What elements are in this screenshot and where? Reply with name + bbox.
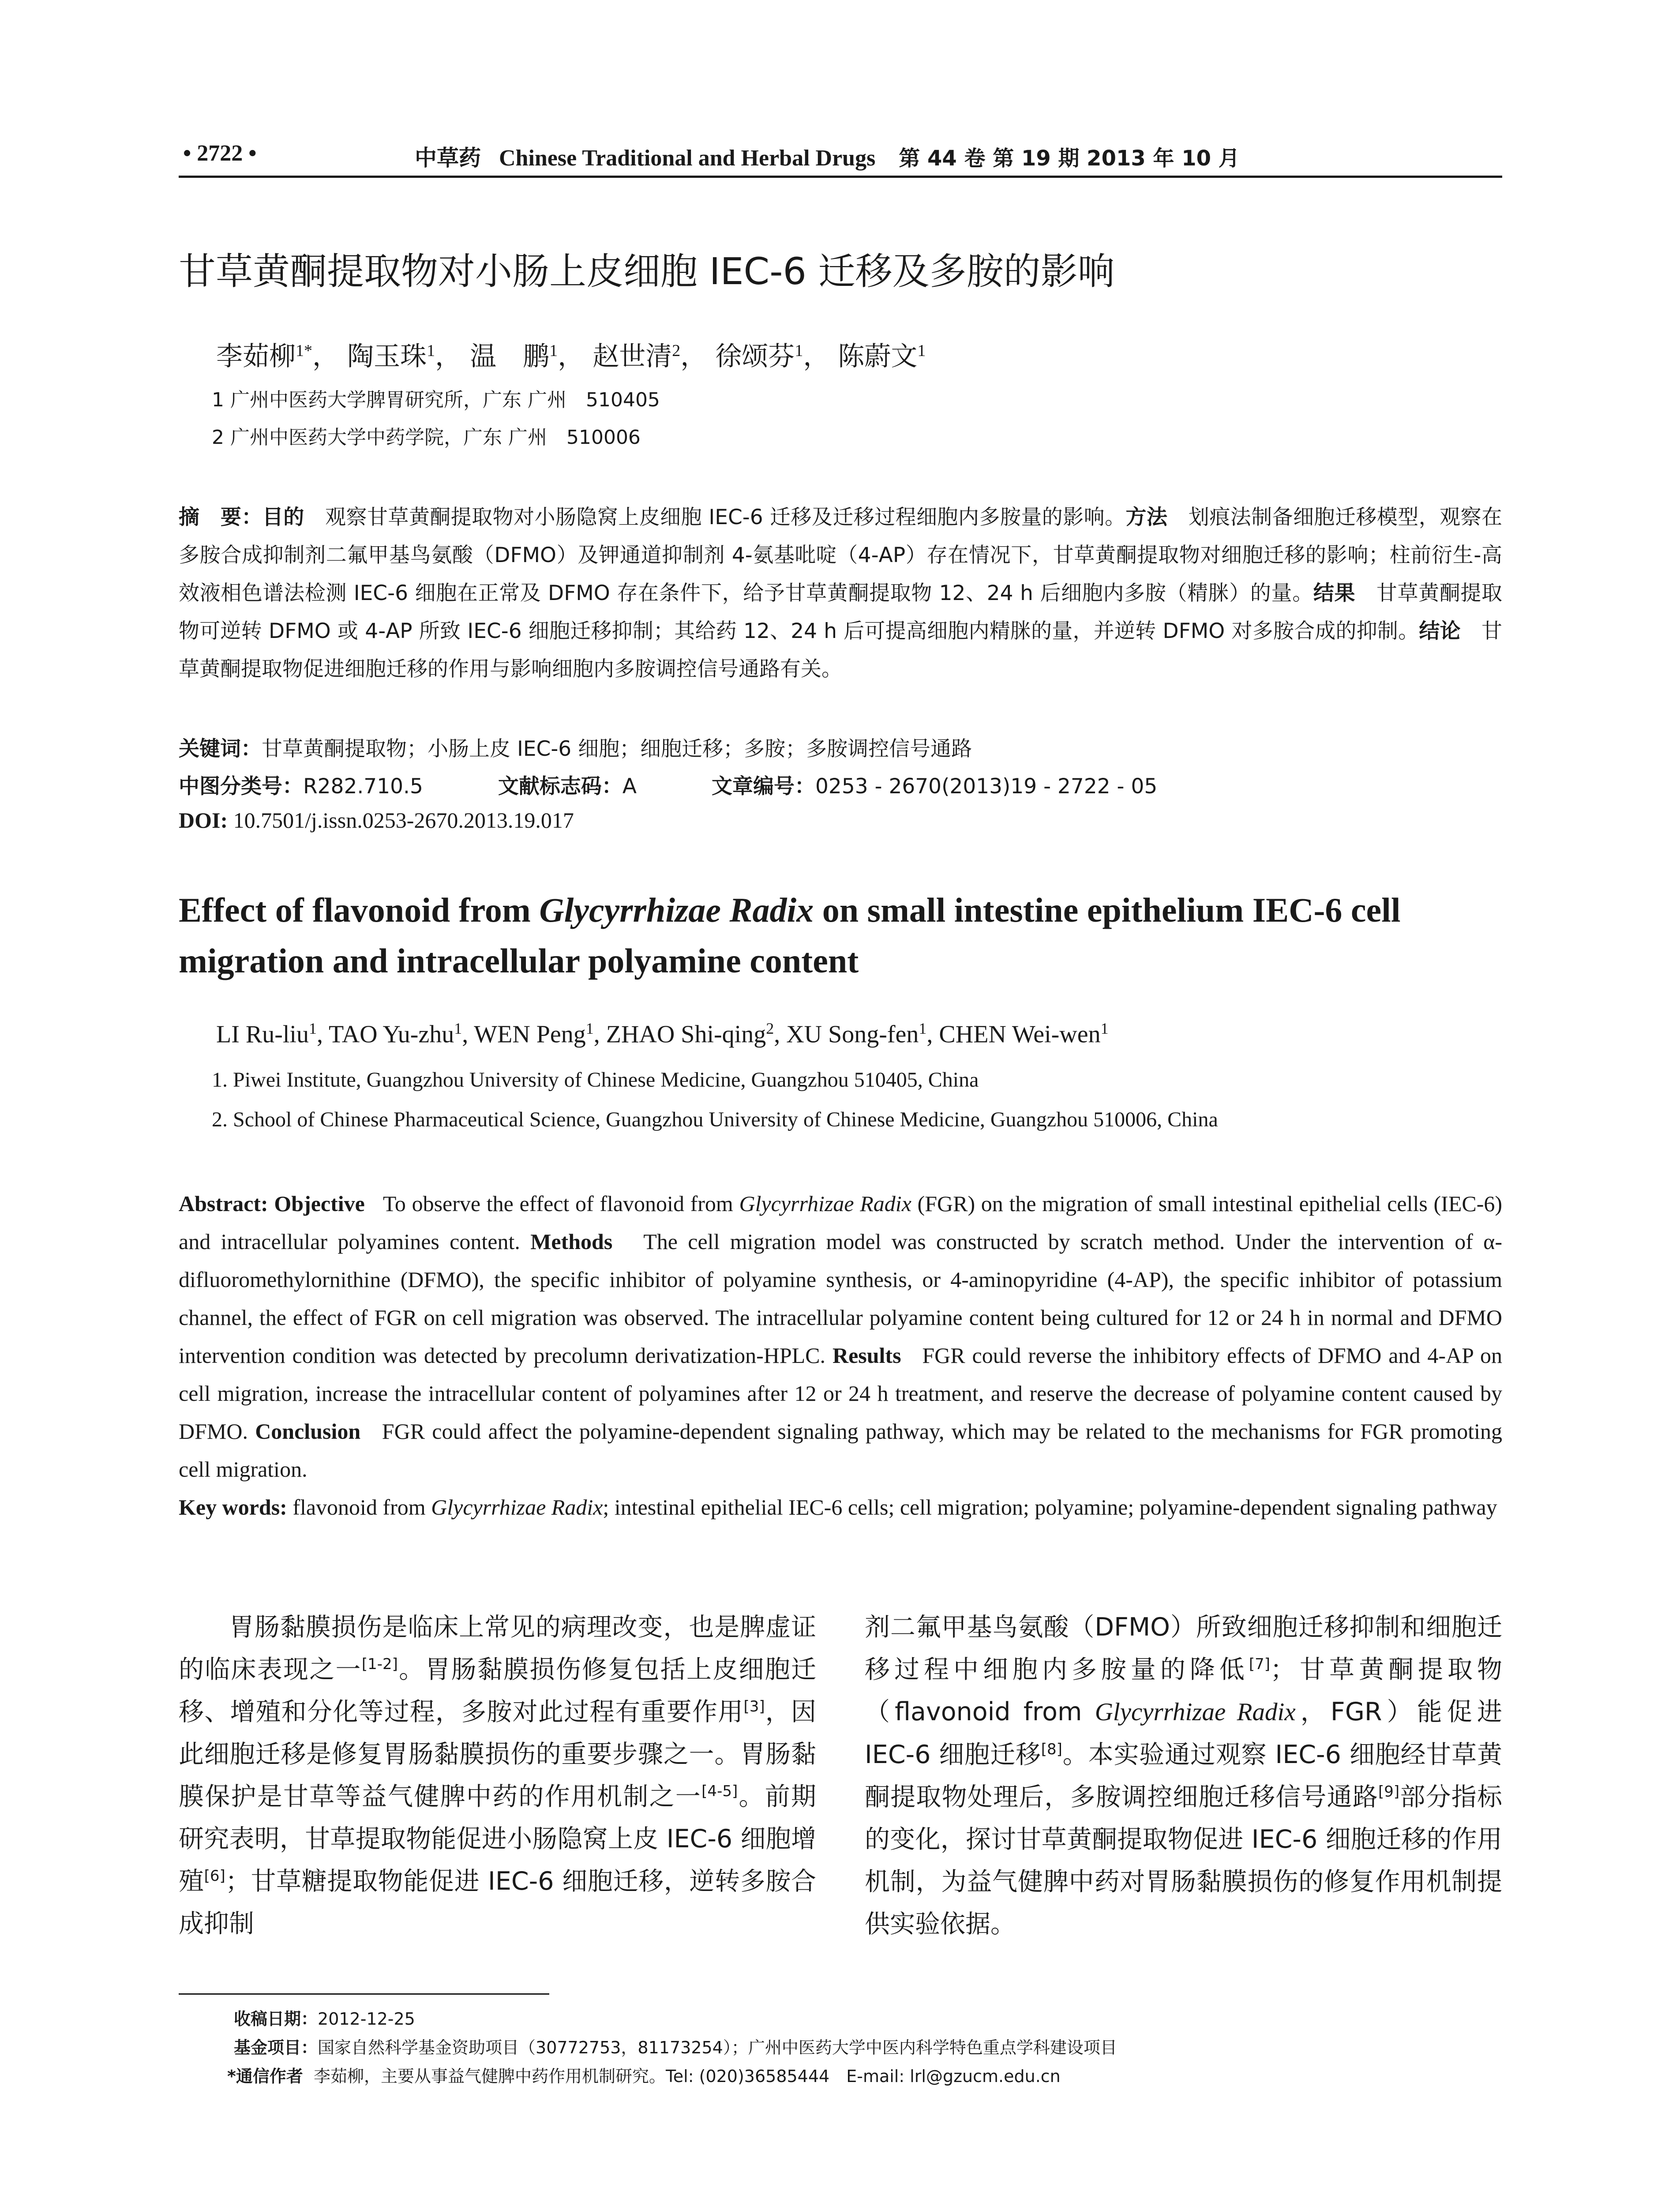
author-affiliation-mark: 2 — [766, 1020, 774, 1037]
author-cn: 赵世清 — [592, 341, 672, 372]
conclusion-label: Conclusion — [255, 1419, 361, 1444]
title-text: Effect of flavonoid from — [179, 891, 540, 929]
objective-label: 目的 — [262, 505, 304, 529]
body-text: ；甘草糖提取物能促进 IEC-6 细胞迁移，逆转多胺合成抑制 — [179, 1867, 817, 1938]
conclusion-text: FGR could affect the polyamine-dependent signaling pathway, which may be related to the mechanisms for FGR promoting cell migration. — [179, 1419, 1503, 1482]
methods-label: Methods — [530, 1229, 613, 1254]
keywords-text: 甘草黄酮提取物；小肠上皮 IEC-6 细胞；细胞迁移；多胺；多胺调控信号通路 — [262, 737, 972, 761]
author-affiliation-mark: 1 — [585, 1020, 594, 1037]
citation-ref[interactable]: [1-2] — [361, 1655, 398, 1673]
doi-link[interactable]: 10.7501/j.issn.0253-2670.2013.19.017 — [233, 808, 574, 833]
received-label: 收稿日期： — [234, 2009, 318, 2029]
abstract-cn — [179, 499, 1502, 688]
species-name: Glycyrrhizae Radix — [431, 1495, 603, 1519]
title-text: on small intestine epithelium IEC-6 cell migration and intracellular polyamine content — [179, 891, 1401, 980]
paper-title-cn: 甘草黄酮提取物对小肠上皮细胞 IEC-6 迁移及多胺的影响 — [179, 250, 1115, 293]
corresponding-text: 李茹柳，主要从事益气健脾中药作用机制研究。Tel: (020)36585444 E-mail: lrl@gzucm.edu.cn — [314, 2067, 1061, 2086]
body-column-left — [179, 1606, 816, 1945]
body-text: 。本实验通过观察 IEC-6 细胞经甘草黄酮提取物处理后，多胺调控细胞迁移信号通路 — [865, 1740, 1503, 1812]
keywords-cn — [179, 732, 972, 762]
journal-name-en: Chinese Traditional and Herbal Drugs — [499, 146, 876, 171]
received-date: 2012-12-25 — [318, 2009, 415, 2029]
footnote-corresponding — [227, 2063, 1061, 2087]
author-affiliation-mark: 1 — [919, 1020, 927, 1037]
abstract-label: 摘 要： — [179, 505, 262, 529]
results-label: 结果 — [1313, 581, 1356, 605]
doc-code-value: A — [622, 774, 637, 799]
author-list-en: LI Ru-liu$^1$, TAO Yu-zhu$^1$, WEN Peng$^1$, ZHAO Shi-qing$^2$, XU Song-fen$^1$, CHEN Wei-wen$^1$ — [216, 1020, 1109, 1048]
citation-ref[interactable]: [3] — [743, 1698, 765, 1715]
body-text: ，FGR）能促进 IEC-6 细胞迁移 — [865, 1697, 1502, 1769]
abstract-label: Abstract: — [179, 1191, 268, 1216]
title-species: Glycyrrhizae Radix — [539, 891, 814, 929]
author-en: CHEN Wei-wen — [939, 1020, 1101, 1048]
paper-title-en — [179, 885, 1502, 986]
author-cn: 温 鹏 — [470, 341, 550, 372]
methods-text: The cell migration model was constructed by scratch method. Under the intervention of α-difluoromethylornithine (DFMO), the specific inhibitor of polyamine synthesis, or 4-aminopyridine (4-AP), the specific inhibitor of potassium channel, the effect of FGR on cell migration was observed. The intracellular polyamine content being cultured for 12 or 24 h in normal and DFMO intervention condition was detected by precolumn derivatization-HPLC. — [179, 1229, 1503, 1368]
journal-name — [415, 140, 1240, 172]
page-number: • 2722 • — [183, 141, 257, 166]
citation-ref[interactable]: [4-5] — [701, 1782, 738, 1800]
author-affiliation-mark: 1 — [454, 1020, 462, 1037]
objective-label: Objective — [274, 1191, 365, 1216]
body-text: ；甘草黄酮提取物（flavonoid from — [865, 1655, 1503, 1726]
keywords-label: 关键词： — [179, 737, 262, 761]
classification-line — [179, 770, 1157, 799]
footnote-received — [234, 2005, 415, 2030]
clc-value: R282.710.5 — [303, 774, 423, 799]
author-affiliation-mark: 1 — [308, 1020, 317, 1037]
body-text: 。胃肠黏膜损伤修复包括上皮细胞迁移、增殖和分化等过程，多胺对此过程有重要作用 — [179, 1655, 817, 1726]
citation-ref[interactable]: [9] — [1378, 1783, 1400, 1801]
author-affiliation-mark: 1 — [1100, 1020, 1109, 1037]
author-en: WEN Peng — [474, 1020, 586, 1048]
author-cn: 陶玉珠 — [347, 341, 427, 372]
footnote-fund — [234, 2034, 1117, 2058]
running-header — [183, 140, 1500, 171]
keywords-text: flavonoid from — [292, 1495, 431, 1519]
doc-code-label: 文献标志码： — [498, 774, 622, 799]
doi-label: DOI: — [179, 808, 228, 833]
results-text: 甘草黄酮提取物可逆转 DFMO 或 4-AP 所致 IEC-6 细胞迁移抑制；其给药 12、24 h 后可提高细胞内精脒的量，并逆转 DFMO 对多胺合成的抑制。 — [179, 581, 1503, 643]
citation-ref[interactable]: [8] — [1041, 1741, 1062, 1758]
affiliation-en: 2. School of Chinese Pharmaceutical Science, Guangzhou University of Chinese Medicine, Guangzhou 510006, China — [212, 1108, 1218, 1131]
author-affiliation-mark: 1 — [795, 341, 803, 360]
citation-ref[interactable]: [6] — [204, 1867, 225, 1885]
body-text: ，因此细胞迁移是修复胃肠黏膜损伤的重要步骤之一。胃肠黏膜保护是甘草等益气健脾中药的作用机制之一 — [179, 1697, 817, 1811]
results-label: Results — [832, 1343, 901, 1368]
author-en: ZHAO Shi-qing — [606, 1020, 766, 1048]
author-cn: 徐颂芬 — [715, 341, 795, 372]
author-list-cn: 李茹柳$^{1*}$， 陶玉珠$^1$， 温 鹏$^1$， 赵世清$^2$， 徐颂芬$^1$， 陈蔚文$^1$ — [216, 341, 926, 372]
affiliation-cn: 1 广州中医药大学脾胃研究所，广东 广州 510405 — [212, 389, 660, 411]
species-name: Glycyrrhizae Radix — [1095, 1698, 1296, 1726]
corresponding-label: *通信作者 — [227, 2067, 303, 2086]
author-affiliation-mark: 1 — [549, 341, 558, 360]
issue-info: 第 44 卷 第 19 期 2013 年 10 月 — [899, 146, 1240, 171]
objective-text: 观察甘草黄酮提取物对小肠隐窝上皮细胞 IEC-6 迁移及迁移过程细胞内多胺量的影响。 — [325, 505, 1126, 529]
author-en: LI Ru-liu — [216, 1020, 309, 1048]
keywords-text: ; intestinal epithelial IEC-6 cells; cell migration; polyamine; polyamine-dependent signaling pathway — [603, 1495, 1497, 1519]
body-text: 。前期研究表明，甘草提取物能促进小肠隐窝上皮 IEC-6 细胞增殖 — [179, 1782, 817, 1896]
body-text: 胃肠黏膜损伤是临床上常见的病理改变，也是脾虚证的临床表现之一 — [179, 1613, 816, 1684]
clc-label: 中图分类号： — [179, 774, 303, 799]
results-text: FGR could reverse the inhibitory effects of DFMO and 4-AP on cell migration, increase the intracellular content of polyamines after 12 or 24 h treatment, and reserve the decrease of polyamine content caused by DFMO. — [179, 1343, 1503, 1444]
header-divider — [179, 176, 1502, 178]
author-cn: 李茹柳 — [216, 341, 296, 372]
abstract-en — [179, 1185, 1502, 1526]
article-number-value: 0253 - 2670(2013)19 - 2722 - 05 — [815, 774, 1158, 799]
keywords-label: Key words: — [179, 1495, 287, 1519]
author-en: XU Song-fen — [786, 1020, 919, 1048]
footnote-divider — [179, 1993, 549, 1995]
journal-name-cn: 中草药 — [415, 145, 481, 171]
affiliation-cn: 2 广州中医药大学中药学院，广东 广州 510006 — [212, 426, 641, 449]
objective-text: To observe the effect of flavonoid from — [382, 1191, 739, 1216]
author-affiliation-mark: 1 — [917, 341, 926, 360]
fund-text: 国家自然科学基金资助项目（30772753，81173254）；广州中医药大学中医内科学特色重点学科建设项目 — [318, 2038, 1117, 2057]
affiliation-en: 1. Piwei Institute, Guangzhou University of Chinese Medicine, Guangzhou 510405, China — [212, 1068, 979, 1092]
species-name: Glycyrrhizae Radix — [739, 1191, 911, 1216]
author-affiliation-mark: 2 — [672, 341, 681, 360]
body-column-right — [865, 1606, 1502, 1945]
author-en: TAO Yu-zhu — [328, 1020, 454, 1048]
doi-line — [179, 807, 574, 833]
author-cn: 陈蔚文 — [838, 341, 918, 372]
article-number-label: 文章编号： — [712, 774, 816, 799]
fund-label: 基金项目： — [234, 2038, 318, 2057]
objective-text: (FGR) on the migration of small intestinal epithelial cells (IEC-6) and intracellular polyamines content. — [179, 1191, 1503, 1254]
author-affiliation-mark: 1 — [427, 341, 435, 360]
body-text: 剂二氟甲基鸟氨酸（DFMO）所致细胞迁移抑制和细胞迁移过程中细胞内多胺量的降低 — [865, 1613, 1502, 1684]
body-text: 部分指标的变化，探讨甘草黄酮提取物促进 IEC-6 细胞迁移的作用机制，为益气健脾中药对胃肠黏膜损伤的修复作用机制提供实验依据。 — [865, 1782, 1503, 1939]
methods-text: 划痕法制备细胞迁移模型，观察在多胺合成抑制剂二氟甲基鸟氨酸（DFMO）及钾通道抑制剂 4-氨基吡啶（4-AP）存在情况下，甘草黄酮提取物对细胞迁移的影响；柱前衍生-高效液相色谱法检测 IEC-6 细胞在正常及 DFMO 存在条件下，给予甘草黄酮提取物 12、24 h 后细胞内多胺（精脒）的量。 — [179, 505, 1503, 605]
conclusion-label: 结论 — [1419, 619, 1461, 643]
author-affiliation-mark: 1* — [296, 341, 312, 360]
conclusion-text: 甘草黄酮提取物促进细胞迁移的作用与影响细胞内多胺调控信号通路有关。 — [179, 619, 1503, 681]
methods-label: 方法 — [1125, 505, 1168, 529]
citation-ref[interactable]: [7] — [1249, 1655, 1271, 1673]
